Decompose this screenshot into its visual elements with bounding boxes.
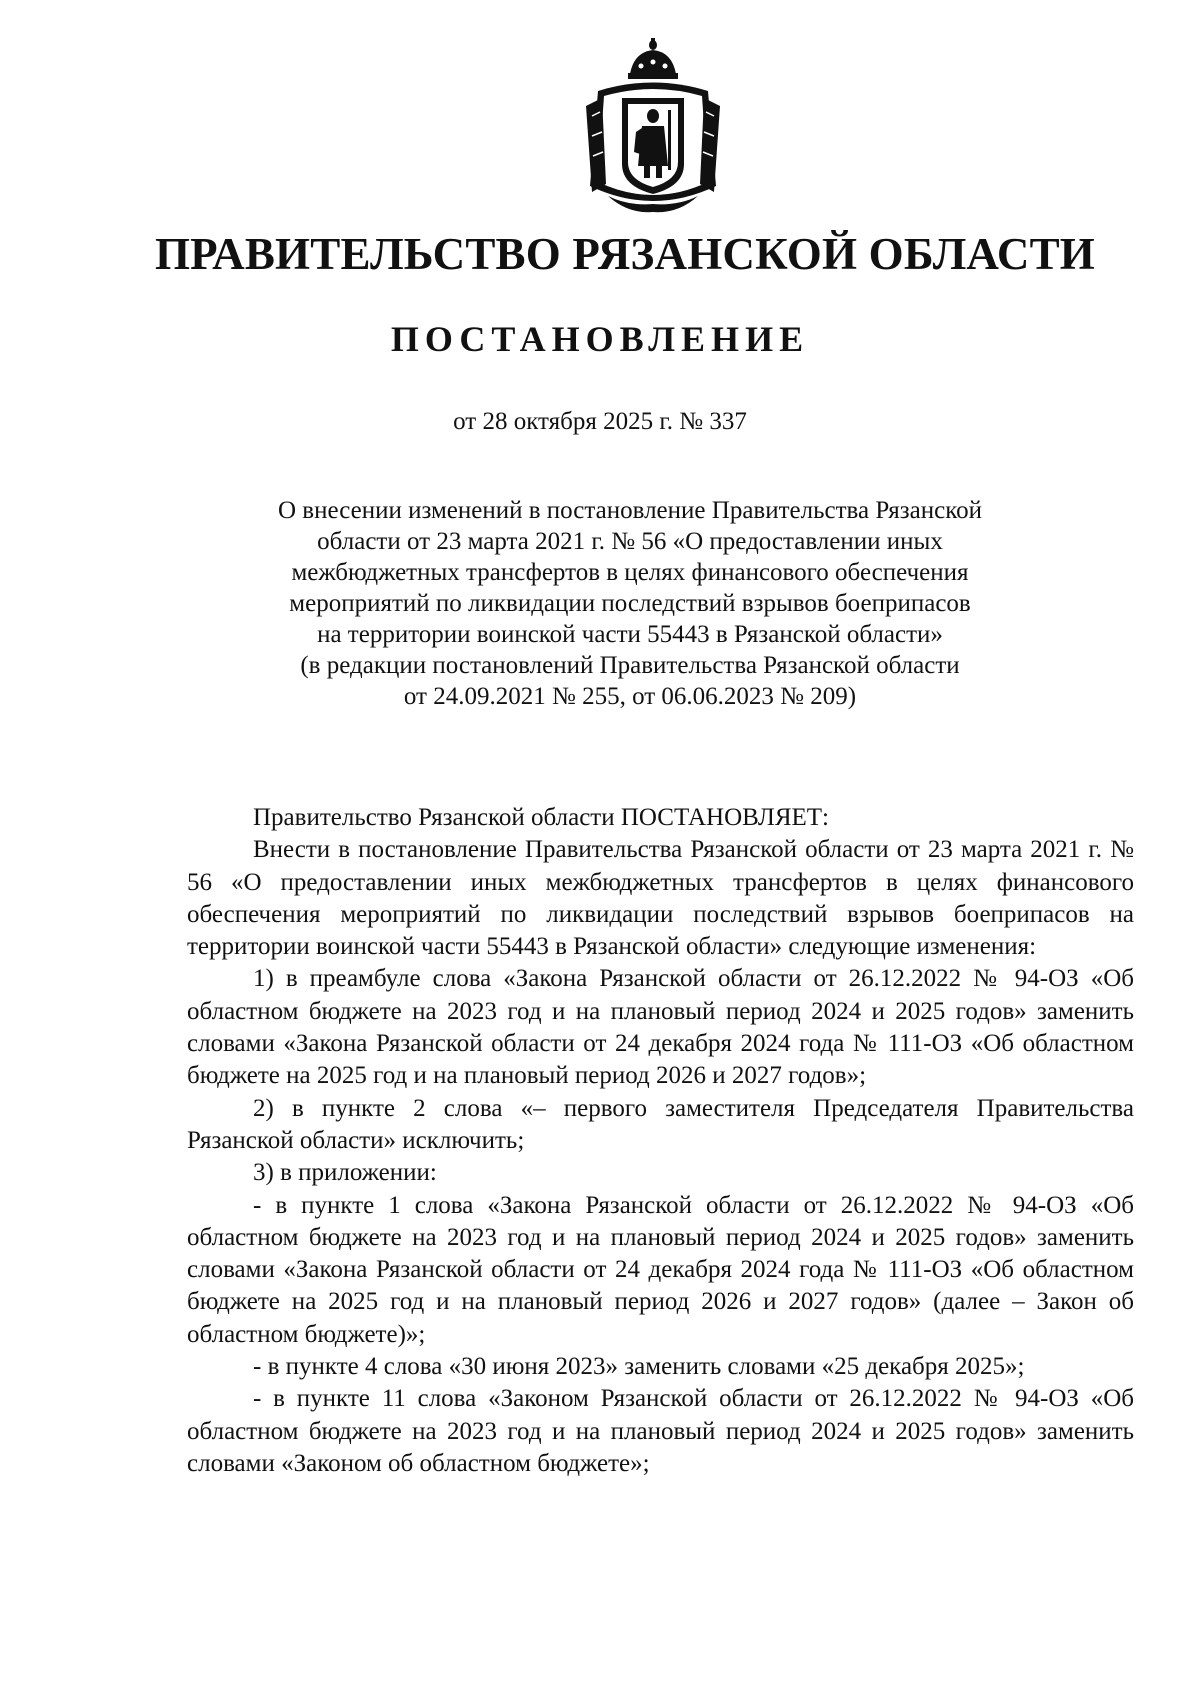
subject-line: от 24.09.2021 № 255, от 06.06.2023 № 209) <box>403 683 857 710</box>
subject-line: О внесении изменений в постановление Правительства Рязанской <box>277 497 982 524</box>
body-paragraph: Правительство Рязанской области ПОСТАНОВЛЯЕТ: <box>253 804 829 831</box>
coat-of-arms-icon <box>578 36 728 221</box>
body-paragraph: Внести в постановление Правительства Рязанской области от 23 марта 2021 г. № 56 «О предоставлении иных межбюджетных трансфертов в целях финансового обеспечения мероприятий по ликвидации последствий взрывов боеприпасов на территории воинской части 55443 в Рязанской области» следующие изменения: <box>187 836 1134 961</box>
body-paragraph: - в пункте 1 слова «Закона Рязанской области от 26.12.2022 № 94-ОЗ «Об областном бюджете на 2023 год и на плановый период 2024 и 2025 годов» заменить словами «Закона Рязанской области от 24 декабря 2024 года № 111-ОЗ «Об областном бюджете на 2025 год и на плановый период 2026 и 2027 годов» (далее – Закон об областном бюджете)»; <box>187 1191 1134 1348</box>
body-paragraph: 2) в пункте 2 слова «– первого заместителя Председателя Правительства Рязанской области» исключить; <box>187 1094 1134 1154</box>
subject-line: (в редакции постановлений Правительства Рязанской области <box>300 652 960 679</box>
subject-line: межбюджетных трансфертов в целях финансового обеспечения <box>291 559 969 586</box>
document-date-number: от 28 октября 2025 г. № 337 <box>453 408 747 435</box>
body-paragraph: 3) в приложении: <box>253 1159 437 1187</box>
document-body <box>187 802 1134 1480</box>
document-subject <box>230 495 1030 712</box>
body-paragraph: - в пункте 11 слова «Законом Рязанской области от 26.12.2022 № 94-ОЗ «Об областном бюджете на 2023 год и на плановый период 2024 и 2025 годов» заменить словами «Законом об областном бюджете»; <box>187 1385 1134 1477</box>
document-type: ПОСТАНОВЛЕНИЕ <box>390 319 810 359</box>
body-paragraph: - в пункте 4 слова «30 июня 2023» заменить словами «25 декабря 2025»; <box>253 1353 1025 1381</box>
body-paragraph: 1) в преамбуле слова «Закона Рязанской области от 26.12.2022 № 94-ОЗ «Об областном бюджете на 2023 год и на плановый период 2024 и 2025 годов» заменить словами «Закона Рязанской области от 24 декабря 2024 года № 111-ОЗ «Об областном бюджете на 2025 год и на плановый период 2026 и 2027 годов»; <box>187 965 1134 1090</box>
subject-line: области от 23 марта 2021 г. № 56 «О предоставлении иных <box>317 528 943 555</box>
organization-title: ПРАВИТЕЛЬСТВО РЯЗАНСКОЙ ОБЛАСТИ <box>154 229 1096 279</box>
subject-line: мероприятий по ликвидации последствий взрывов боеприпасов <box>289 590 971 617</box>
subject-line: на территории воинской части 55443 в Рязанской области» <box>317 621 943 648</box>
